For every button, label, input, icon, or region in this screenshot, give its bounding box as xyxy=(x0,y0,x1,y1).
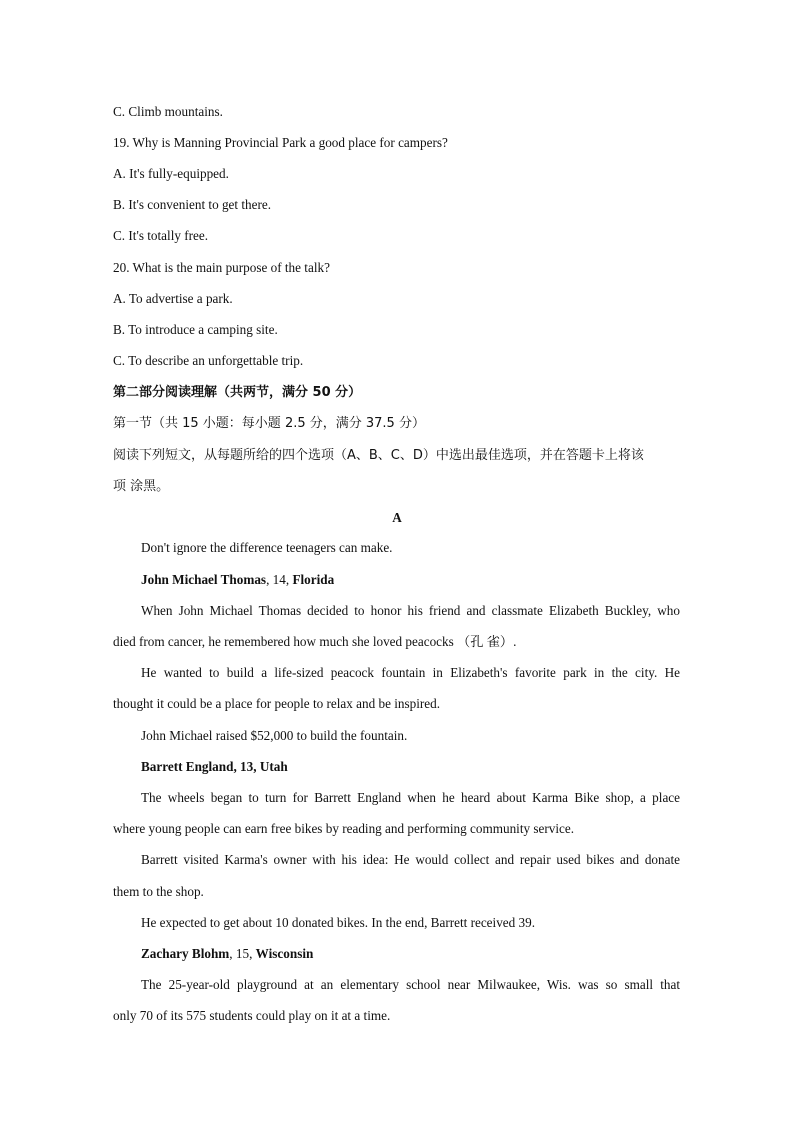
profile-state: Wisconsin xyxy=(255,946,314,961)
q20-option-b: B. To introduce a camping site. xyxy=(113,322,278,337)
q19-option-c: C. It's totally free. xyxy=(113,228,209,243)
paragraph-line: He expected to get about 10 donated bikes. In the end, Barrett received 39. xyxy=(141,915,536,930)
paragraph-line: them to the shop. xyxy=(113,884,204,899)
profile-age: , 15, xyxy=(229,946,256,961)
profile-age: , 14, xyxy=(266,572,293,587)
q20-option-c: C. To describe an unforgettable trip. xyxy=(113,353,304,368)
passage-intro: Don't ignore the difference teenagers can make. xyxy=(141,540,393,555)
profile-heading-2 xyxy=(141,758,288,776)
paragraph-line: only 70 of its 575 students could play on it at a time. xyxy=(113,1008,391,1023)
paragraph-line: John Michael raised $52,000 to build the fountain. xyxy=(141,728,408,743)
profile-name: Zachary Blohm xyxy=(141,946,230,961)
question-19: 19. Why is Manning Provincial Park a good place for campers? xyxy=(113,135,448,150)
paragraph-line: died from cancer, he remembered how much she loved peacocks （孔 雀）. xyxy=(113,634,517,649)
paragraph-line: When John Michael Thomas decided to honor his friend and classmate Elizabeth Buckley, who xyxy=(141,603,680,618)
paragraph-line: He wanted to build a life-sized peacock fountain in Elizabeth's favorite park in the city. He xyxy=(141,665,680,680)
instruction-line-2: 项 涂黑。 xyxy=(113,479,170,494)
passage-label: A xyxy=(392,510,402,525)
profile-heading-3 xyxy=(141,945,313,963)
profile-heading-1 xyxy=(141,571,334,589)
paragraph-line: Barrett visited Karma's owner with his idea: He would collect and repair used bikes and donate xyxy=(141,852,680,867)
paragraph-line: The wheels began to turn for Barrett England when he heard about Karma Bike shop, a place xyxy=(141,790,680,805)
q19-option-b: B. It's convenient to get there. xyxy=(113,197,272,212)
instruction-line-1: 阅读下列短文，从每题所给的四个选项（A、B、C、D）中选出最佳选项，并在答题卡上将该 xyxy=(113,448,644,463)
paragraph-line: where young people can earn free bikes by reading and performing community service. xyxy=(113,821,575,836)
profile-age: , 13, xyxy=(233,759,260,774)
question-20: 20. What is the main purpose of the talk? xyxy=(113,260,330,275)
q18-option-c: C. Climb mountains. xyxy=(113,104,223,119)
profile-name: John Michael Thomas xyxy=(141,572,267,587)
subsection-title: 第一节（共 15 小题：每小题 2.5 分，满分 37.5 分） xyxy=(113,416,425,431)
profile-state: Florida xyxy=(292,572,335,587)
q20-option-a: A. To advertise a park. xyxy=(113,291,233,306)
q19-option-a: A. It's fully-equipped. xyxy=(113,166,229,181)
paragraph-line: The 25-year-old playground at an elementary school near Milwaukee, Wis. was so small that xyxy=(141,977,680,992)
profile-state: Utah xyxy=(259,759,288,774)
paragraph-line: thought it could be a place for people to relax and be inspired. xyxy=(113,696,441,711)
profile-name: Barrett England xyxy=(141,759,234,774)
part-title: 第二部分阅读理解（共两节，满分 50 分） xyxy=(113,385,362,400)
